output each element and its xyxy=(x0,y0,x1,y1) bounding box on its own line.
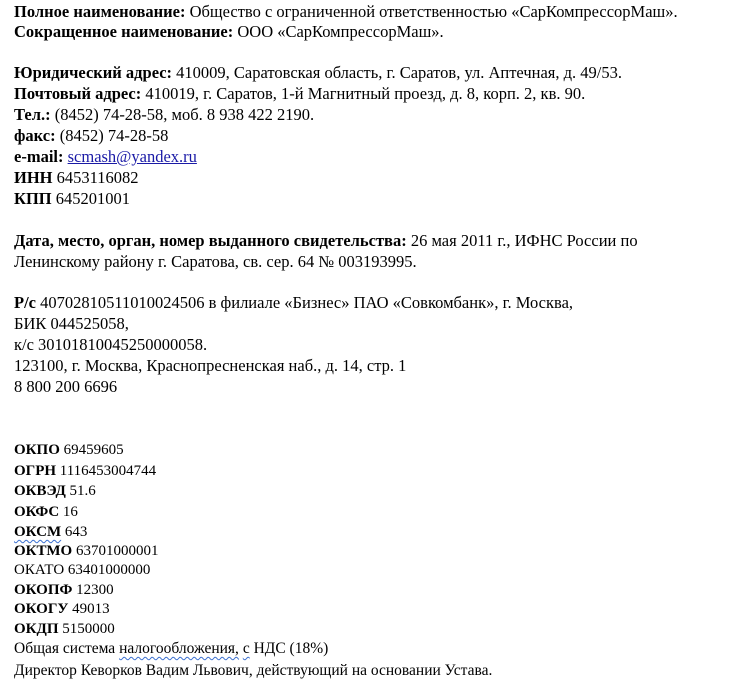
certificate-value-1: 26 мая 2011 г., ИФНС России по xyxy=(410,231,638,250)
director-line xyxy=(14,661,492,681)
short-name-line xyxy=(14,22,444,42)
okved-label: ОКВЭД xyxy=(14,483,66,499)
corr-account-line xyxy=(14,335,207,355)
kpp-label: КПП xyxy=(14,189,52,208)
certificate-line-2 xyxy=(14,252,417,272)
tax-c: с xyxy=(242,640,250,657)
fax-label: факс: xyxy=(14,126,56,145)
oksm-line xyxy=(14,522,87,542)
inn-label: ИНН xyxy=(14,168,53,187)
postal-address-line xyxy=(14,84,585,104)
bank-account-line xyxy=(14,293,573,313)
bik-line xyxy=(14,314,129,334)
email-link[interactable]: scmash@yandex.ru xyxy=(67,147,197,166)
okopf-label: ОКОПФ xyxy=(14,582,73,598)
tax-suffix: НДС (18%) xyxy=(253,640,329,657)
full-name-line xyxy=(14,2,678,22)
inn-line xyxy=(14,168,139,188)
bank-phone-line xyxy=(14,377,117,397)
okpo-line xyxy=(14,440,124,460)
bank-account-value: 40702810511010024506 в филиале «Бизнес» ПАО «Совкомбанк», г. Москва, xyxy=(40,293,574,312)
director-text: Директор Кеворков Вадим Львович, действующий на основании Устава. xyxy=(14,662,493,679)
short-name-label: Сокращенное наименование: xyxy=(14,22,234,41)
full-name-label: Полное наименование: xyxy=(14,2,186,21)
ogrn-value: 1116453004744 xyxy=(59,463,157,479)
okved-line xyxy=(14,481,96,501)
okdp-label: ОКДП xyxy=(14,621,59,637)
okdp-line xyxy=(14,619,115,639)
ogrn-line xyxy=(14,461,156,481)
bank-account-label: Р/с xyxy=(14,293,36,312)
fax-value: (8452) 74-28-58 xyxy=(59,126,169,145)
postal-address-value: 410019, г. Саратов, 1-й Магнитный проезд, д. 8, корп. 2, кв. 90. xyxy=(145,84,586,103)
phone-value: (8452) 74-28-58, моб. 8 938 422 2190. xyxy=(54,105,315,124)
okato-line xyxy=(14,560,150,580)
kpp-line xyxy=(14,189,130,209)
kpp-value: 645201001 xyxy=(55,189,131,208)
okato-text: ОКАТО 63401000000 xyxy=(14,562,151,578)
okogu-value: 49013 xyxy=(72,601,110,617)
okfs-value: 16 xyxy=(62,504,78,520)
legal-address-label: Юридический адрес: xyxy=(14,63,173,82)
okdp-value: 5150000 xyxy=(62,621,115,637)
bank-address-line xyxy=(14,356,406,376)
okpo-label: ОКПО xyxy=(14,442,60,458)
oktmo-label: ОКТМО xyxy=(14,543,73,559)
certificate-value-2: Ленинскому району г. Саратова, св. сер. 64 № 003193995. xyxy=(14,252,417,271)
oktmo-line xyxy=(14,541,158,561)
email-label: e-mail: xyxy=(14,147,64,166)
okfs-label: ОКФС xyxy=(14,504,60,520)
postal-address-label: Почтовый адрес: xyxy=(14,84,142,103)
bank-address-value: 123100, г. Москва, Краснопресненская наб., д. 14, стр. 1 xyxy=(14,356,407,375)
bik-value: БИК 044525058, xyxy=(14,314,129,333)
fax-line xyxy=(14,126,168,146)
okopf-line xyxy=(14,580,114,600)
phone-line xyxy=(14,105,314,125)
certificate-label: Дата, место, орган, номер выданного свидетельства: xyxy=(14,231,407,250)
legal-address-line xyxy=(14,63,622,83)
email-line xyxy=(14,147,197,167)
phone-label: Тел.: xyxy=(14,105,51,124)
corr-account-value: к/с 30101810045250000058. xyxy=(14,335,208,354)
full-name-value: Общество с ограниченной ответственностью «СарКомпрессорМаш». xyxy=(189,2,678,21)
tax-system-line xyxy=(14,639,328,659)
ogrn-label: ОГРН xyxy=(14,463,57,479)
okogu-label: ОКОГУ xyxy=(14,601,69,617)
short-name-value: ООО «СарКомпрессорМаш». xyxy=(237,22,444,41)
okved-value: 51.6 xyxy=(69,483,96,499)
okogu-line xyxy=(14,599,110,619)
oksm-label: ОКСМ xyxy=(14,524,62,540)
tax-word: налогообложения, xyxy=(119,640,239,657)
oksm-value: 643 xyxy=(64,524,88,540)
legal-address-value: 410009, Саратовская область, г. Саратов, ул. Аптечная, д. 49/53. xyxy=(176,63,622,82)
oktmo-value: 63701000001 xyxy=(75,543,159,559)
okpo-value: 69459605 xyxy=(63,442,124,458)
tax-prefix: Общая система xyxy=(14,640,116,657)
okopf-value: 12300 xyxy=(76,582,114,598)
certificate-line-1 xyxy=(14,231,638,251)
bank-phone-value: 8 800 200 6696 xyxy=(14,377,118,396)
okfs-line xyxy=(14,502,78,522)
inn-value: 6453116082 xyxy=(56,168,139,187)
